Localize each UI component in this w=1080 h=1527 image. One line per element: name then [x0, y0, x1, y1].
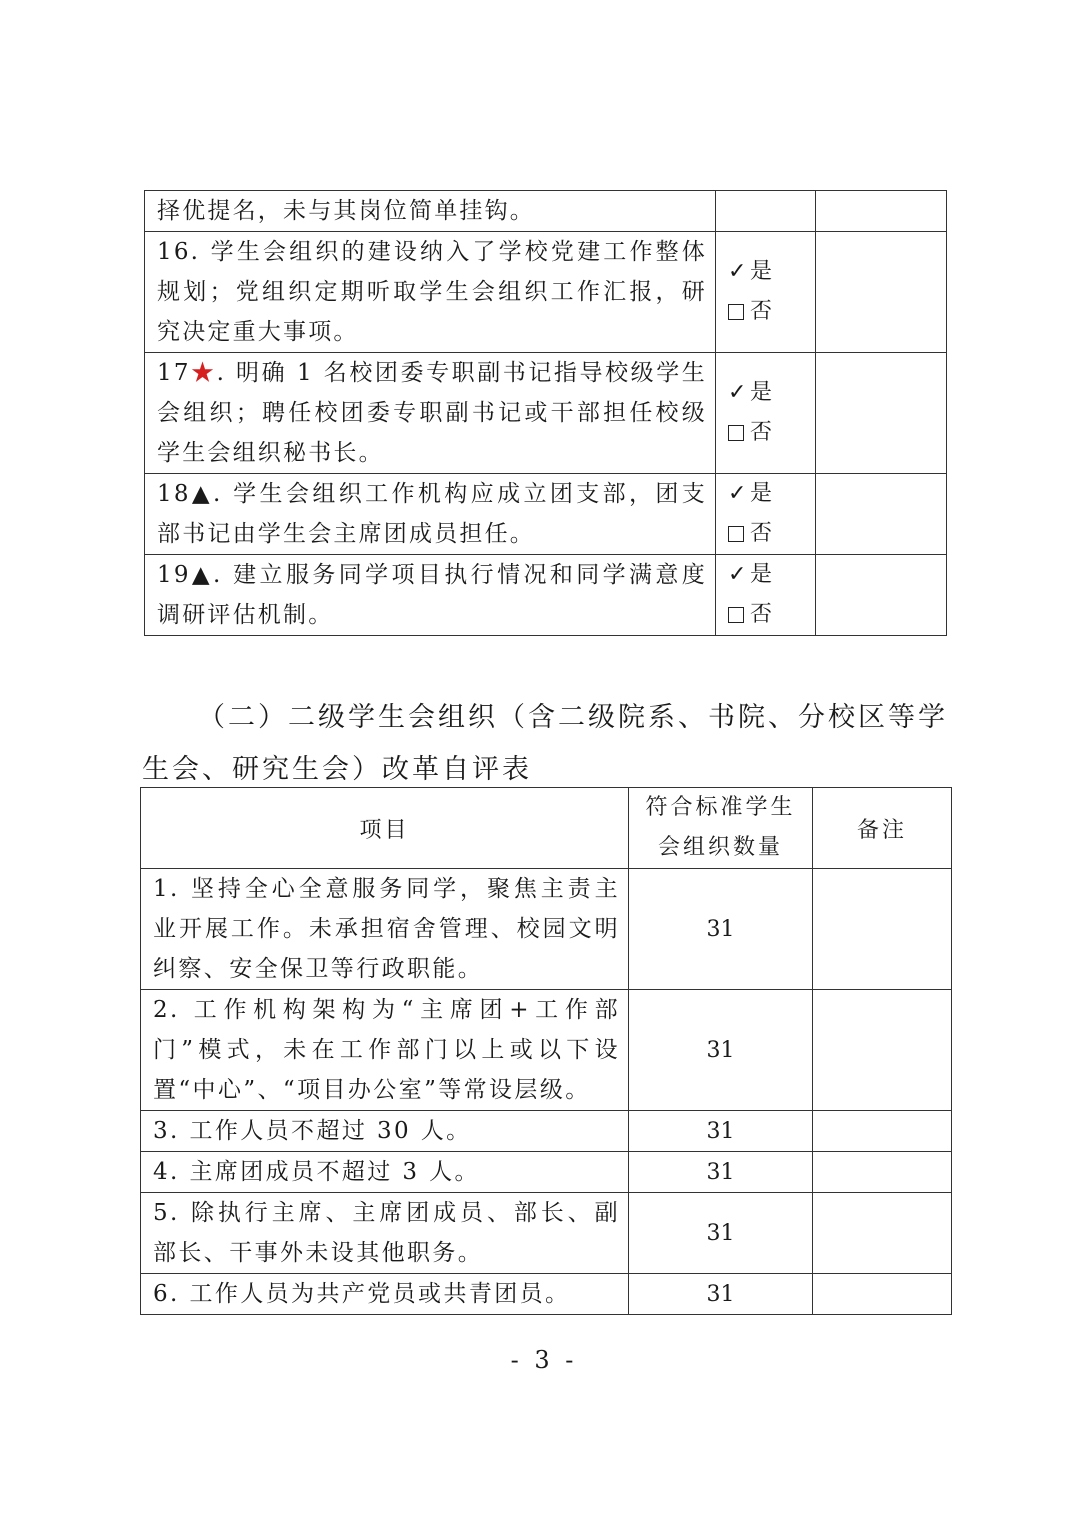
item-cell: [145, 232, 716, 353]
count-cell: 31: [629, 990, 813, 1111]
table-row: [141, 990, 952, 1111]
table-row: [145, 474, 947, 555]
remark-cell: [813, 1111, 952, 1152]
header-count: 符合标准学生会组织数量: [629, 788, 813, 869]
table-header-row: [141, 788, 952, 869]
count-cell: 31: [629, 1152, 813, 1193]
option-yes[interactable]: ✓ 是: [728, 474, 815, 514]
table-row: [145, 232, 947, 353]
checkbox-icon[interactable]: [728, 425, 744, 441]
item-text: 16. 学生会组织的建设纳入了学校党建工作整体规划；党组织定期听取学生会组织工作汇报，研究决定重大事项。: [157, 239, 707, 345]
option-cell: [716, 474, 816, 555]
remark-cell: [813, 1193, 952, 1274]
remark-cell: [816, 191, 947, 232]
item-cell: 6. 工作人员为共产党员或共青团员。: [141, 1274, 629, 1315]
option-no[interactable]: 否: [728, 413, 815, 453]
checkbox-icon[interactable]: [728, 526, 744, 542]
section-heading: （二）二级学生会组织（含二级院系、书院、分校区等学生会、研究生会）改革自评表: [142, 702, 948, 785]
item-cell: 5. 除执行主席、主席团成员、部长、副部长、干事外未设其他职务。: [141, 1193, 629, 1274]
item-cell: 18▲. 学生会组织工作机构应成立团支部，团支部书记由学生会主席团成员担任。: [145, 474, 716, 555]
count-cell: 31: [629, 869, 813, 990]
item-cell: 3. 工作人员不超过 30 人。: [141, 1111, 629, 1152]
count-cell: 31: [629, 1274, 813, 1315]
table-row: [141, 1152, 952, 1193]
checkbox-icon[interactable]: [728, 607, 744, 623]
count-cell: 31: [629, 1111, 813, 1152]
self-evaluation-table-secondary-level: [140, 787, 952, 1315]
item-cell: 19▲. 建立服务同学项目执行情况和同学满意度调研评估机制。: [145, 555, 716, 636]
item-cell: 1. 坚持全心全意服务同学，聚焦主责主业开展工作。未承担宿舍管理、校园文明纠察、安全保卫等行政职能。: [141, 869, 629, 990]
header-remark: 备注: [813, 788, 952, 869]
table-row: [145, 191, 947, 232]
table-row: [145, 555, 947, 636]
table-row: [141, 869, 952, 990]
item-cell: 17★. 明确 1 名校团委专职副书记指导校级学生会组织；聘任校团委专职副书记或干部担任校级学生会组织秘书长。: [145, 353, 716, 474]
remark-cell: [813, 990, 952, 1111]
item-cell: 2. 工作机构架构为“主席团+工作部门”模式，未在工作部门以上或以下设置“中心”、“项目办公室”等常设层级。: [141, 990, 629, 1111]
remark-cell: [813, 1152, 952, 1193]
check-icon: ✓: [728, 259, 747, 284]
table-row: [145, 353, 947, 474]
item-cell: 4. 主席团成员不超过 3 人。: [141, 1152, 629, 1193]
option-cell: [716, 232, 816, 353]
table-row: [141, 1193, 952, 1274]
item-cell: 择优提名，未与其岗位简单挂钩。: [145, 191, 716, 232]
check-icon: ✓: [728, 481, 747, 506]
remark-cell: [816, 353, 947, 474]
check-icon: ✓: [728, 380, 747, 405]
checkbox-icon[interactable]: [728, 304, 744, 320]
option-cell: [716, 555, 816, 636]
header-item: 项目: [141, 788, 629, 869]
remark-cell: [813, 869, 952, 990]
option-no[interactable]: 否: [728, 292, 815, 332]
triangle-icon: ▲: [190, 481, 213, 507]
option-cell: [716, 353, 816, 474]
star-icon: ★: [190, 360, 217, 386]
remark-cell: [816, 555, 947, 636]
table-row: [141, 1111, 952, 1152]
check-icon: ✓: [728, 562, 747, 587]
page-number: - 3 -: [510, 1346, 578, 1374]
option-yes[interactable]: ✓ 是: [728, 373, 815, 413]
remark-cell: [816, 232, 947, 353]
option-cell: [716, 191, 816, 232]
remark-cell: [816, 474, 947, 555]
self-evaluation-table-school-level: [144, 190, 947, 636]
option-yes[interactable]: ✓ 是: [728, 555, 815, 595]
triangle-icon: ▲: [190, 562, 213, 588]
option-no[interactable]: 否: [728, 514, 815, 554]
remark-cell: [813, 1274, 952, 1315]
option-no[interactable]: 否: [728, 595, 815, 635]
table-row: [141, 1274, 952, 1315]
option-yes[interactable]: ✓ 是: [728, 252, 815, 292]
count-cell: 31: [629, 1193, 813, 1274]
